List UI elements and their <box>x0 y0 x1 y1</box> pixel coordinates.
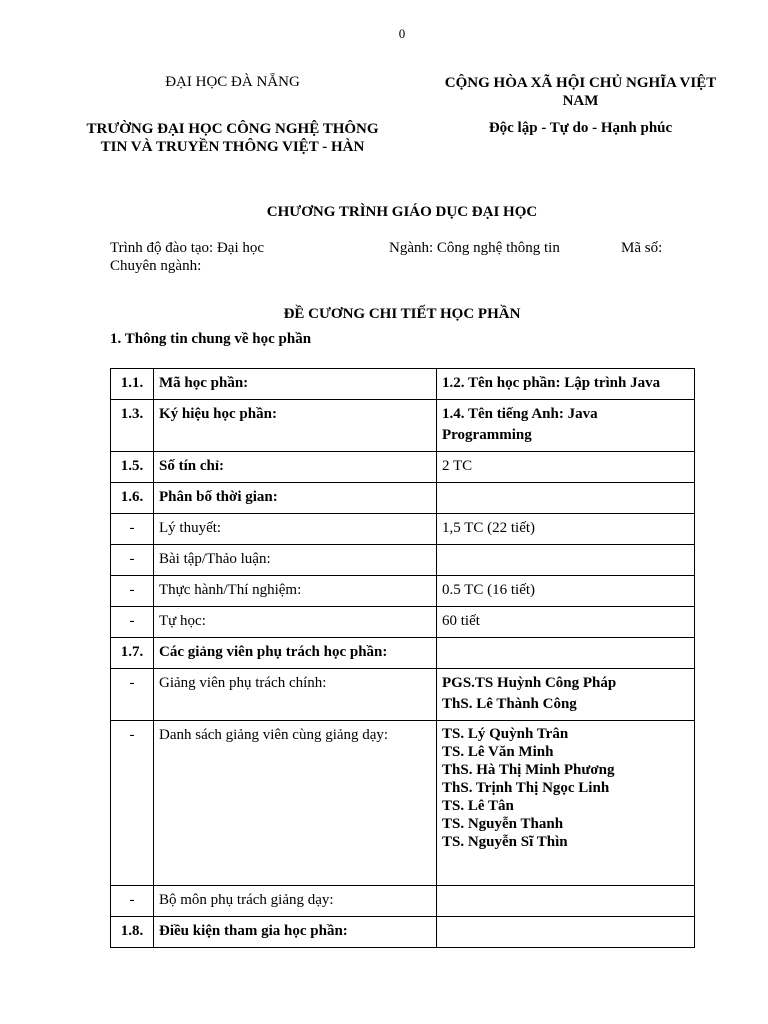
row-value <box>437 452 695 483</box>
table-row <box>111 917 695 948</box>
row-value-line: TS. Lê Văn Minh <box>442 744 554 760</box>
table-row <box>111 638 695 669</box>
row-number: - <box>111 514 154 545</box>
row-label: Điều kiện tham gia học phần: <box>154 917 437 948</box>
row-value <box>437 576 695 607</box>
row-label: Danh sách giảng viên cùng giảng dạy: <box>154 721 437 886</box>
row-number: 1.1. <box>111 369 154 400</box>
major: Ngành: Công nghệ thông tin <box>389 240 560 256</box>
speciality: Chuyên ngành: <box>110 258 202 274</box>
program-title: CHƯƠNG TRÌNH GIÁO DỤC ĐẠI HỌC <box>266 204 538 220</box>
row-number: 1.3. <box>111 400 154 452</box>
row-label: Tự học: <box>154 607 437 638</box>
table-row <box>111 483 695 514</box>
row-value-line <box>442 549 689 570</box>
section-heading: 1. Thông tin chung về học phần <box>110 331 312 347</box>
row-value-line: TS. Nguyễn Sĩ Thìn <box>442 834 568 850</box>
school-line-2: TIN VÀ TRUYỀN THÔNG VIỆT - HÀN <box>100 139 365 155</box>
row-value <box>437 638 695 669</box>
row-label: Giảng viên phụ trách chính: <box>154 669 437 721</box>
table-row <box>111 576 695 607</box>
row-value-line: 1,5 TC (22 tiết) <box>442 520 536 536</box>
row-value <box>437 483 695 514</box>
row-value-line <box>442 487 689 508</box>
row-label: Thực hành/Thí nghiệm: <box>154 576 437 607</box>
program-code: Mã số: <box>621 240 663 256</box>
row-value-line: Programming <box>442 427 532 443</box>
row-value-line: TS. Lê Tân <box>442 798 514 814</box>
row-value-line: ThS. Trịnh Thị Ngọc Linh <box>442 780 610 796</box>
row-number: 1.5. <box>111 452 154 483</box>
row-value <box>437 886 695 917</box>
row-number: - <box>111 607 154 638</box>
table-row <box>111 452 695 483</box>
row-label: Ký hiệu học phần: <box>154 400 437 452</box>
row-label: Các giảng viên phụ trách học phần: <box>154 638 437 669</box>
row-value <box>437 917 695 948</box>
row-number: 1.7. <box>111 638 154 669</box>
row-value <box>437 514 695 545</box>
row-number: 1.8. <box>111 917 154 948</box>
outline-title: ĐỀ CƯƠNG CHI TIẾT HỌC PHẦN <box>283 306 521 322</box>
row-value-line: 1.2. Tên học phần: Lập trình Java <box>442 375 661 391</box>
course-info-table <box>110 368 695 948</box>
row-label: Mã học phần: <box>154 369 437 400</box>
row-value-line: 1.4. Tên tiếng Anh: Java <box>442 406 598 422</box>
republic-line-2: NAM <box>562 93 599 109</box>
row-value <box>437 545 695 576</box>
table-row <box>111 400 695 452</box>
row-value <box>437 400 695 452</box>
row-number: 1.6. <box>111 483 154 514</box>
row-value-line: 0.5 TC (16 tiết) <box>442 582 536 598</box>
row-value-line: ThS. Hà Thị Minh Phương <box>442 762 615 778</box>
row-value <box>437 369 695 400</box>
row-value <box>437 669 695 721</box>
table-row <box>111 369 695 400</box>
table-row <box>111 721 695 886</box>
row-value-line <box>442 642 689 663</box>
row-value-line: TS. Nguyễn Thanh <box>442 816 564 832</box>
school-name <box>60 120 405 156</box>
row-value-line <box>442 890 689 911</box>
row-number: - <box>111 576 154 607</box>
table-row <box>111 669 695 721</box>
table-row <box>111 886 695 917</box>
course-info-table-body <box>111 369 695 948</box>
table-row <box>111 545 695 576</box>
row-value-line: ThS. Lê Thành Công <box>442 696 577 712</box>
table-row <box>111 514 695 545</box>
row-label: Phân bố thời gian: <box>154 483 437 514</box>
row-value-line <box>442 921 689 942</box>
row-number: - <box>111 669 154 721</box>
row-label: Số tín chỉ: <box>154 452 437 483</box>
university-name: ĐẠI HỌC ĐÀ NẴNG <box>165 74 300 90</box>
page-number: 0 <box>398 26 406 41</box>
row-value-line: PGS.TS Huỳnh Công Pháp <box>442 675 617 691</box>
table-row <box>111 607 695 638</box>
row-value-line: TS. Lý Quỳnh Trân <box>442 726 569 742</box>
row-number: - <box>111 721 154 886</box>
row-number: - <box>111 545 154 576</box>
republic-heading <box>418 74 743 110</box>
row-value <box>437 607 695 638</box>
training-level: Trình độ đào tạo: Đại học <box>110 240 265 256</box>
national-motto: Độc lập - Tự do - Hạnh phúc <box>488 120 673 136</box>
row-label: Bộ môn phụ trách giảng dạy: <box>154 886 437 917</box>
row-label: Bài tập/Thảo luận: <box>154 545 437 576</box>
school-line-1: TRƯỜNG ĐẠI HỌC CÔNG NGHỆ THÔNG <box>86 121 379 137</box>
row-value <box>437 721 695 886</box>
row-label: Lý thuyết: <box>154 514 437 545</box>
row-number: - <box>111 886 154 917</box>
republic-line-1: CỘNG HÒA XÃ HỘI CHỦ NGHĨA VIỆT <box>444 75 717 91</box>
row-value-line: 60 tiết <box>442 613 480 629</box>
row-value-line: 2 TC <box>442 458 473 474</box>
